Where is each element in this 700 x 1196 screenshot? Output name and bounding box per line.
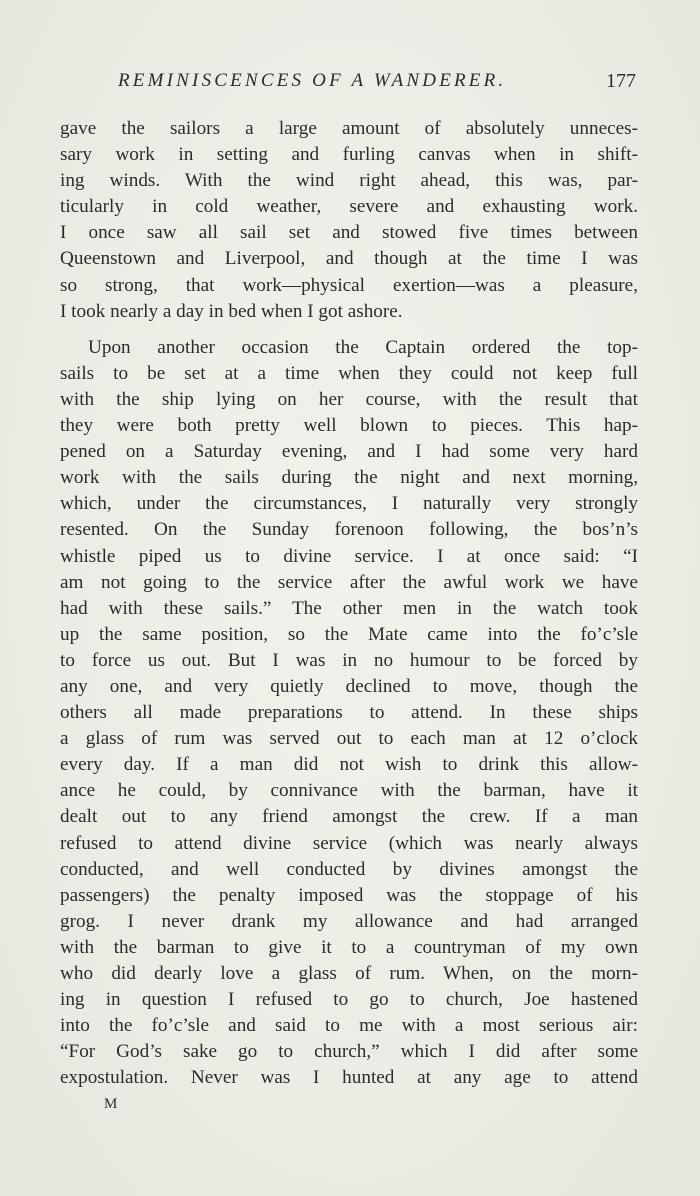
text-line: ing in question I refused to go to church, Joe hastened: [60, 989, 638, 1011]
text-line: sails to be set at a time when they could not keep full: [60, 362, 638, 384]
signature-mark: M: [104, 1096, 119, 1112]
page-header: [60, 70, 638, 100]
text-line: up the same position, so the Mate came into the fo’c’sle: [60, 623, 638, 645]
text-line: refused to attend divine service (which was nearly always: [60, 832, 638, 854]
text-line: which, under the circumstances, I naturally very strongly: [60, 493, 638, 515]
text-line: Queenstown and Liverpool, and though at the time I was: [60, 248, 638, 270]
text-line: ance he could, by connivance with the barman, have it: [60, 780, 638, 802]
text-line: “For God’s sake go to church,” which I did after some: [60, 1041, 638, 1063]
text-line: sary work in setting and furling canvas when in shift-: [60, 144, 638, 166]
text-line: a glass of rum was served out to each man at 12 o’clock: [60, 728, 638, 750]
text-line: ticularly in cold weather, severe and exhausting work.: [60, 196, 638, 218]
text-line: whistle piped us to divine service. I at once said: “I: [60, 545, 638, 567]
text-line: gave the sailors a large amount of absolutely unneces-: [60, 118, 638, 139]
paragraph-1: [60, 116, 638, 325]
text-line: they were both pretty well blown to pieces. This hap-: [60, 415, 638, 437]
body-text: [60, 116, 638, 1091]
text-line: with the ship lying on her course, with the result that: [60, 388, 638, 410]
text-line: I took nearly a day in bed when I got ashore.: [60, 300, 403, 322]
text-line: am not going to the service after the awful work we have: [60, 571, 638, 593]
text-line: I once saw all sail set and stowed five times between: [60, 222, 638, 244]
text-line: resented. On the Sunday forenoon following, the bos’n’s: [60, 519, 638, 541]
text-line: Upon another occasion the Captain ordered the top-: [88, 336, 638, 358]
page-number: 177: [606, 70, 636, 92]
text-line: work with the sails during the night and next morning,: [60, 467, 638, 489]
text-line: ing winds. With the wind right ahead, this was, par-: [60, 170, 638, 192]
text-line: conducted, and well conducted by divines amongst the: [60, 858, 638, 880]
text-line: so strong, that work—physical exertion—was a pleasure,: [60, 274, 638, 296]
text-line: dealt out to any friend amongst the crew. If a man: [60, 806, 638, 828]
text-line: any one, and very quietly declined to move, though the: [60, 675, 638, 697]
running-head: REMINISCENCES OF A WANDERER.: [118, 70, 507, 91]
text-line: had with these sails.” The other men in the watch took: [60, 597, 638, 619]
text-line: with the barman to give it to a countryman of my own: [60, 936, 638, 958]
text-line: grog. I never drank my allowance and had arranged: [60, 910, 638, 932]
text-line: every day. If a man did not wish to drink this allow-: [60, 754, 638, 776]
text-line: into the fo’c’sle and said to me with a most serious air:: [60, 1015, 638, 1037]
text-line: others all made preparations to attend. In these ships: [60, 702, 638, 724]
paragraph-2: [60, 335, 638, 1092]
text-line: pened on a Saturday evening, and I had some very hard: [60, 441, 638, 463]
text-line: expostulation. Never was I hunted at any age to attend: [60, 1067, 638, 1089]
text-line: who did dearly love a glass of rum. When, on the morn-: [60, 963, 638, 984]
text-line: to force us out. But I was in no humour to be forced by: [60, 649, 638, 671]
text-line: passengers) the penalty imposed was the stoppage of his: [60, 884, 638, 906]
